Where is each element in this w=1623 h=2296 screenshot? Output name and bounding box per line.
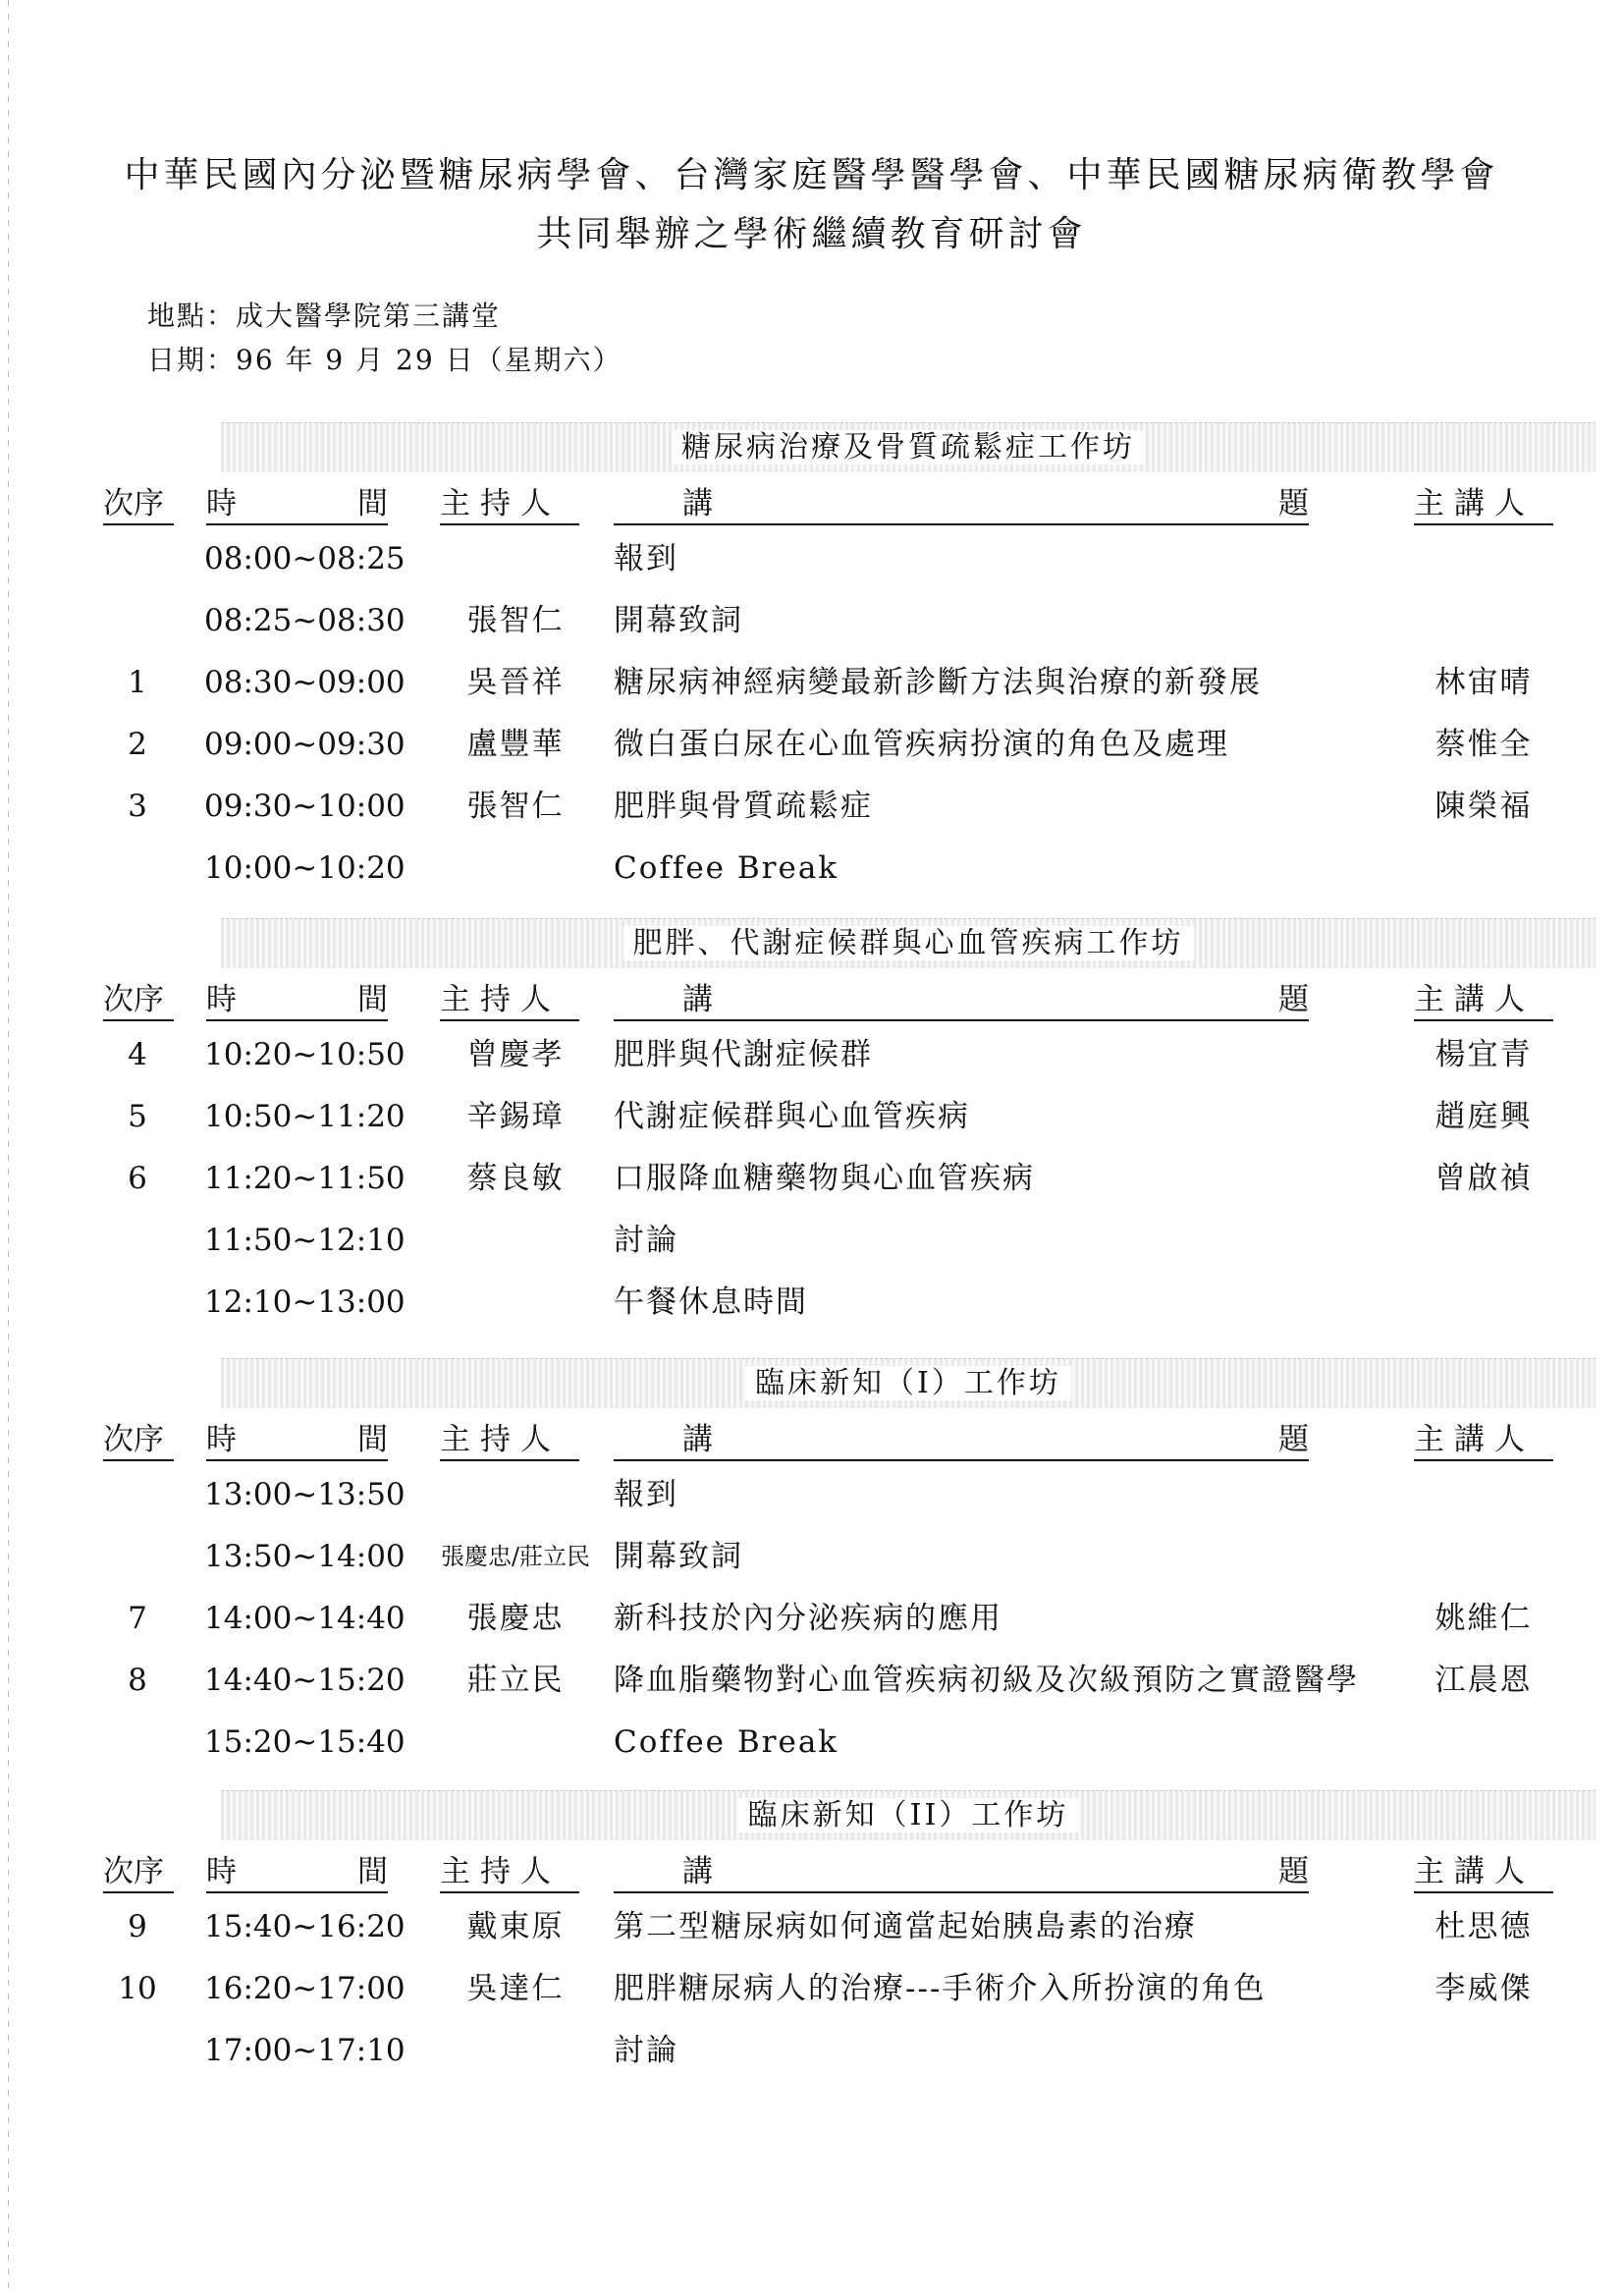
header-time-a: 時 [206,486,237,521]
row-topic: 微白蛋白尿在心血管疾病扮演的角色及處理 [614,727,1229,762]
header-speaker: 主講人 [1414,1420,1553,1461]
schedule-row [0,779,1623,834]
row-speaker: 曾啟禎 [1434,1161,1533,1196]
row-seq: 3 [128,789,147,824]
row-seq: 8 [128,1663,147,1698]
row-host: 蔡良敏 [466,1161,565,1196]
schedule-row [0,655,1623,710]
schedule-row [0,1467,1623,1522]
row-speaker: 杜思德 [1434,1909,1533,1944]
header-time-b: 間 [357,1854,388,1889]
row-topic: 肥胖與代謝症候群 [614,1037,873,1072]
session-title: 肥胖、代謝症候群與心血管疾病工作坊 [623,926,1194,960]
header-host: 主持人 [440,980,579,1021]
schedule-row [0,1151,1623,1206]
location-line: 地點：成大醫學院第三講堂 [147,300,502,332]
row-topic: 開幕致詞 [614,603,743,638]
document-subtitle: 共同舉辦之學術繼續教育研討會 [536,214,1087,254]
row-time: 10:20~10:50 [204,1037,406,1072]
row-speaker: 陳榮福 [1434,789,1533,824]
header-seq: 次序 [103,980,174,1021]
row-time: 09:30~10:00 [204,789,406,824]
row-seq: 9 [128,1909,147,1944]
header-topic-a: 講 [682,1422,713,1457]
schedule-row [0,1653,1623,1708]
row-time: 15:20~15:40 [204,1724,406,1760]
header-topic-b: 題 [1278,1854,1309,1889]
schedule-row [0,1213,1623,1268]
schedule-row [0,841,1623,896]
column-header-row [0,484,1623,529]
row-host: 吳達仁 [466,1971,565,2006]
row-topic: 肥胖糖尿病人的治療---手術介入所扮演的角色 [614,1971,1267,2006]
header-topic [614,1420,1309,1461]
row-topic: 口服降血糖藥物與心血管疾病 [614,1161,1035,1196]
session-title-bar [221,1358,1596,1408]
header-time [206,1420,388,1461]
row-time: 10:50~11:20 [204,1099,406,1134]
header-topic [614,484,1309,525]
document-title: 中華民國內分泌暨糖尿病學會、台灣家庭醫學醫學會、中華民國糖尿病衛教學會 [124,155,1499,195]
header-topic-a: 講 [682,486,713,521]
row-topic: 糖尿病神經病變最新診斷方法與治療的新發展 [614,665,1262,700]
header-topic-a: 講 [682,1854,713,1889]
schedule-row [0,1529,1623,1584]
row-speaker: 蔡惟全 [1434,727,1533,762]
header-time [206,1852,388,1893]
row-topic: 新科技於內分泌疾病的應用 [614,1601,1002,1636]
header-topic [614,980,1309,1021]
row-topic: 開幕致詞 [614,1539,743,1574]
row-time: 13:00~13:50 [204,1477,406,1512]
row-time: 08:25~08:30 [204,603,406,638]
header-topic-a: 講 [682,982,713,1017]
row-seq: 6 [128,1161,147,1196]
header-topic [614,1852,1309,1893]
row-host: 吳晉祥 [466,665,565,700]
row-topic: 肥胖與骨質疏鬆症 [614,789,873,824]
header-speaker: 主講人 [1414,980,1553,1021]
session-title: 臨床新知（I）工作坊 [745,1366,1071,1400]
schedule-row [0,531,1623,586]
row-time: 11:50~12:10 [204,1223,406,1258]
row-time: 08:30~09:00 [204,665,406,700]
row-host: 戴東原 [466,1909,565,1944]
row-host: 盧豐華 [466,727,565,762]
row-seq: 10 [118,1971,157,2006]
header-host: 主持人 [440,484,579,525]
header-topic-b: 題 [1278,982,1309,1017]
row-speaker: 姚維仁 [1434,1601,1533,1636]
row-time: 09:00~09:30 [204,727,406,762]
row-time: 16:20~17:00 [204,1971,406,2006]
row-time: 13:50~14:00 [204,1539,406,1574]
header-time-a: 時 [206,1854,237,1889]
row-topic: Coffee Break [614,1724,839,1760]
row-time: 11:20~11:50 [204,1161,406,1196]
row-speaker: 趙庭興 [1434,1099,1533,1134]
row-topic: 討論 [614,1223,678,1258]
row-speaker: 江晨恩 [1434,1663,1533,1698]
row-host: 辛錫璋 [466,1099,565,1134]
row-time: 08:00~08:25 [204,541,406,576]
schedule-row [0,1715,1623,1770]
header-time-b: 間 [357,1422,388,1457]
date-line: 日期：96 年 9 月 29 日（星期六） [147,344,622,376]
row-topic: 報到 [614,541,678,576]
row-time: 12:10~13:00 [204,1285,406,1320]
header-time-b: 間 [357,982,388,1017]
schedule-row [0,2023,1623,2078]
column-header-row [0,980,1623,1025]
row-speaker: 李威傑 [1434,1971,1533,2006]
session-title: 臨床新知（II）工作坊 [738,1798,1079,1832]
row-host: 張慶忠/莊立民 [440,1543,591,1570]
session-title-bar [221,422,1596,472]
schedule-row [0,1961,1623,2016]
column-header-row [0,1852,1623,1897]
row-topic: 討論 [614,2033,678,2068]
header-time-a: 時 [206,982,237,1017]
row-topic: Coffee Break [614,850,839,886]
schedule-row [0,1089,1623,1144]
row-seq: 5 [128,1099,147,1134]
row-time: 14:40~15:20 [204,1663,406,1698]
row-time: 15:40~16:20 [204,1909,406,1944]
row-speaker: 林宙晴 [1434,665,1533,700]
header-time-a: 時 [206,1422,237,1457]
row-time: 17:00~17:10 [204,2033,406,2068]
header-seq: 次序 [103,484,174,525]
schedule-row [0,1899,1623,1954]
row-host: 曾慶孝 [466,1037,565,1072]
row-seq: 7 [128,1601,147,1636]
header-seq: 次序 [103,1420,174,1461]
row-speaker: 楊宜青 [1434,1037,1533,1072]
row-topic: 第二型糖尿病如何適當起始胰島素的治療 [614,1909,1197,1944]
header-topic-b: 題 [1278,486,1309,521]
row-host: 莊立民 [466,1663,565,1698]
schedule-row [0,717,1623,772]
row-topic: 報到 [614,1477,678,1512]
row-topic: 降血脂藥物對心血管疾病初級及次級預防之實證醫學 [614,1663,1359,1698]
header-seq: 次序 [103,1852,174,1893]
session-title-bar [221,1790,1596,1840]
row-time: 14:00~14:40 [204,1601,406,1636]
header-host: 主持人 [440,1420,579,1461]
schedule-row [0,1275,1623,1330]
schedule-row [0,593,1623,648]
row-time: 10:00~10:20 [204,850,406,886]
schedule-row [0,1027,1623,1082]
header-topic-b: 題 [1278,1422,1309,1457]
row-host: 張智仁 [466,789,565,824]
column-header-row [0,1420,1623,1465]
row-seq: 4 [128,1037,147,1072]
row-host: 張智仁 [466,603,565,638]
schedule-row [0,1591,1623,1646]
header-host: 主持人 [440,1852,579,1893]
header-time [206,980,388,1021]
header-speaker: 主講人 [1414,1852,1553,1893]
row-seq: 2 [128,727,147,762]
row-topic: 代謝症候群與心血管疾病 [614,1099,970,1134]
session-title-bar [221,918,1596,968]
row-topic: 午餐休息時間 [614,1285,808,1320]
header-speaker: 主講人 [1414,484,1553,525]
header-time-b: 間 [357,486,388,521]
session-title: 糖尿病治療及骨質疏鬆症工作坊 [672,430,1145,465]
header-time [206,484,388,525]
row-seq: 1 [128,665,147,700]
row-host: 張慶忠 [466,1601,565,1636]
